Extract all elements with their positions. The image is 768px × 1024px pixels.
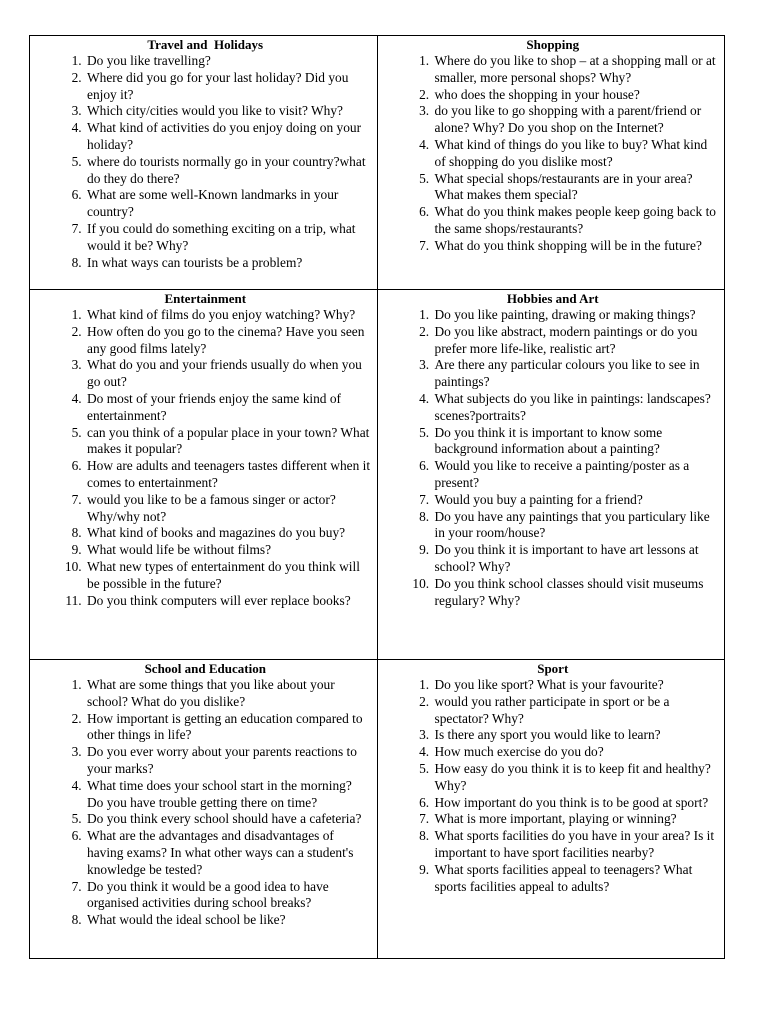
question-item: 5. Do you think it is important to know some background information about a painting? (433, 425, 719, 459)
question-item: 1. Do you like sport? What is your favourite? (433, 677, 719, 694)
question-item: 7. Do you think it would be a good idea to have organised activities during school breaks? (85, 879, 371, 913)
question-item: 3. What do you and your friends usually do when you go out? (85, 357, 371, 391)
section-entertainment (30, 290, 378, 660)
question-item: 2. Where did you go for your last holiday? Did you enjoy it? (85, 70, 371, 104)
question-item: 2. How important is getting an education compared to other things in life? (85, 711, 371, 745)
section-travel (30, 36, 378, 290)
section-title: Hobbies and Art (506, 291, 599, 306)
question-item: 6. What do you think makes people keep going back to the same shops/restaurants? (433, 204, 719, 238)
question-item: 5. Do you think every school should have a cafeteria? (85, 811, 371, 828)
section-sport (377, 660, 725, 959)
question-item: 3. Are there any particular colours you like to see in paintings? (433, 357, 719, 391)
question-item: 8. What sports facilities do you have in your area? Is it important to have sport facilities nearby? (433, 828, 719, 862)
question-item: 4. What subjects do you like in paintings: landscapes?scenes?portraits? (433, 391, 719, 425)
question-item: 10. What new types of entertainment do you think will be possible in the future? (85, 559, 371, 593)
table-row (30, 660, 725, 959)
question-item: 4. What kind of activities do you enjoy doing on your holiday? (85, 120, 371, 154)
question-table (29, 35, 725, 959)
question-list (40, 53, 371, 271)
question-item: 7. What is more important, playing or winning? (433, 811, 719, 828)
question-item: 9. What would life be without films? (85, 542, 371, 559)
question-item: 4. How much exercise do you do? (433, 744, 719, 761)
question-list (388, 307, 719, 609)
question-item: 6. How important do you think is to be good at sport? (433, 795, 719, 812)
question-item: 5. can you think of a popular place in your town? What makes it popular? (85, 425, 371, 459)
section-title: School and Education (144, 661, 266, 676)
question-item: 9. What sports facilities appeal to teenagers? What sports facilities appeal to adults? (433, 862, 719, 896)
question-item: 8. What would the ideal school be like? (85, 912, 371, 929)
question-item: 6. Would you like to receive a painting/poster as a present? (433, 458, 719, 492)
question-list (388, 53, 719, 255)
section-hobbies-art (377, 290, 725, 660)
question-list (388, 677, 719, 895)
section-shopping (377, 36, 725, 290)
question-item: 4. Do most of your friends enjoy the same kind of entertainment? (85, 391, 371, 425)
question-item: 3. Do you ever worry about your parents reactions to your marks? (85, 744, 371, 778)
section-title: Travel and Holidays (147, 37, 264, 52)
question-item: 8. What kind of books and magazines do you buy? (85, 525, 371, 542)
question-item: 4. What kind of things do you like to buy? What kind of shopping do you dislike most? (433, 137, 719, 171)
table-row (30, 290, 725, 660)
question-item: 1. Where do you like to shop – at a shopping mall or at smaller, more personal shops? Why? (433, 53, 719, 87)
question-item: 3. Is there any sport you would like to learn? (433, 727, 719, 744)
question-item: 1. What are some things that you like about your school? What do you dislike? (85, 677, 371, 711)
question-item: 8. Do you have any paintings that you particulary like in your room/house? (433, 509, 719, 543)
question-item: 2. How often do you go to the cinema? Have you seen any good films lately? (85, 324, 371, 358)
question-item: 1. What kind of films do you enjoy watching? Why? (85, 307, 371, 324)
question-item: 6. What are some well-Known landmarks in your country? (85, 187, 371, 221)
section-title: Sport (537, 661, 569, 676)
section-title: Shopping (526, 37, 580, 52)
question-item: 3. do you like to go shopping with a parent/friend or alone? Why? Do you shop on the Internet? (433, 103, 719, 137)
question-item: 7. If you could do something exciting on a trip, what would it be? Why? (85, 221, 371, 255)
question-item: 1. Do you like painting, drawing or making things? (433, 307, 719, 324)
table-row (30, 36, 725, 290)
question-item: 8. In what ways can tourists be a problem? (85, 255, 371, 272)
question-item: 7. would you like to be a famous singer or actor? Why/why not? (85, 492, 371, 526)
question-item: 4. What time does your school start in the morning? Do you have trouble getting there on time? (85, 778, 371, 812)
question-item: 6. What are the advantages and disadvantages of having exams? In what other ways can a student's knowledge be tested? (85, 828, 371, 878)
question-item: 5. How easy do you think it is to keep fit and healthy? Why? (433, 761, 719, 795)
question-item: 10. Do you think school classes should visit museums regulary? Why? (433, 576, 719, 610)
question-item: 2. would you rather participate in sport or be a spectator? Why? (433, 694, 719, 728)
question-item: 7. Would you buy a painting for a friend? (433, 492, 719, 509)
question-list (40, 307, 371, 609)
question-item: 5. where do tourists normally go in your country?what do they do there? (85, 154, 371, 188)
question-list (40, 677, 371, 929)
question-item: 2. who does the shopping in your house? (433, 87, 719, 104)
question-item: 5. What special shops/restaurants are in your area? What makes them special? (433, 171, 719, 205)
question-item: 9. Do you think it is important to have art lessons at school? Why? (433, 542, 719, 576)
question-item: 7. What do you think shopping will be in the future? (433, 238, 719, 255)
question-item: 2. Do you like abstract, modern paintings or do you prefer more life-like, realistic art? (433, 324, 719, 358)
question-item: 11. Do you think computers will ever replace books? (85, 593, 371, 610)
question-item: 3. Which city/cities would you like to visit? Why? (85, 103, 371, 120)
section-school-education (30, 660, 378, 959)
question-item: 6. How are adults and teenagers tastes different when it comes to entertainment? (85, 458, 371, 492)
section-title: Entertainment (164, 291, 247, 306)
question-item: 1. Do you like travelling? (85, 53, 371, 70)
